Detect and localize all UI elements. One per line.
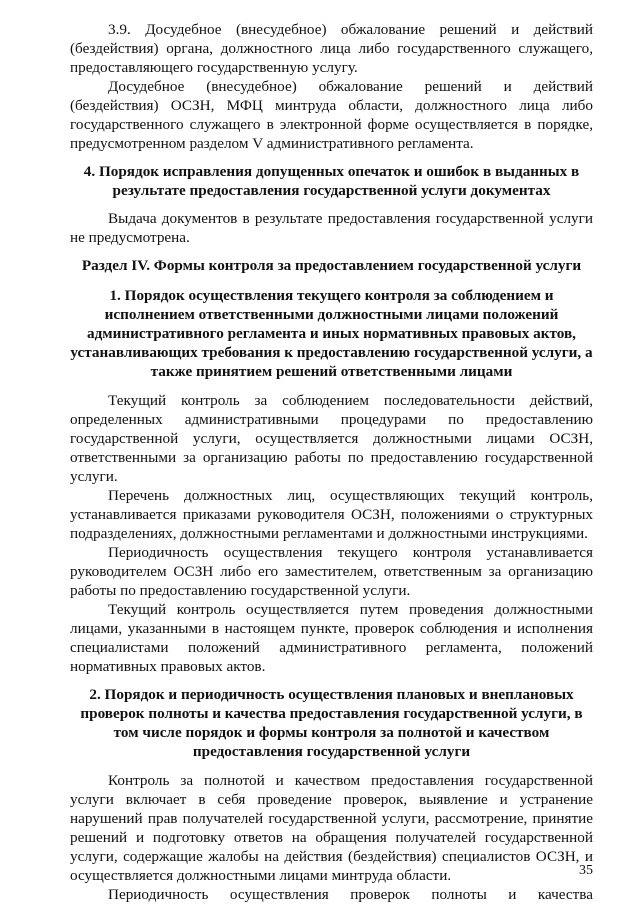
paragraph-section-4-body: Выдача документов в результате предоставления государственной услуги не предусмотрена. [70, 210, 593, 246]
paragraph-3-9-electronic: Досудебное (внесудебное) обжалование решений и действий (бездействия) ОСЗН, МФЦ минтруда области, должностного лица либо государственного служащего в электронной форме осуществляется в порядке, предусмотренном разделом V административного регламента. [70, 78, 593, 152]
paragraph-control-periodicity: Периодичность осуществления текущего контроля устанавливается руководителем ОСЗН либо его заместителем, ответственным за организацию работы по предоставлению государственной услуги. [70, 544, 593, 599]
heading-subsection-2: 2. Порядок и периодичность осуществления плановых и внеплановых проверок полноты и качества предоставления государственной услуги, в том числе порядок и формы контроля за полнотой и качеством предоставления государственной услуги [80, 686, 583, 760]
paragraph-control-method: Текущий контроль осуществляется путем проведения должностными лицами, указанными в настоящем пункте, проверок соблюдения и исполнения специалистами положений административного регламента, положений нормативных правовых актов. [70, 601, 593, 675]
page-number: 35 [579, 863, 593, 878]
heading-subsection-1: 1. Порядок осуществления текущего контроля за соблюдением и исполнением ответственными должностными лицами положений административного регламента и иных нормативных правовых актов, устанавливающих требования к предоставлению государственной услуги, а также принятием решений ответственными лицами [70, 287, 593, 380]
paragraph-quality-control: Контроль за полнотой и качеством предоставления государственной услуги включает в себя проведение проверок, выявление и устранение нарушений прав получателей государственной услуги, рассмотрение, принятие решений и подготовку ответов на обращения получателей государственной услуги, содержащие жалобы на действия (бездействия) специалистов ОСЗН, и осуществляется должностными лицами минтруда области. [70, 772, 593, 884]
paragraph-current-control: Текущий контроль за соблюдением последовательности действий, определенных административными процедурами по предоставлению государственной услуги, осуществляется должностными лицами ОСЗН, ответственными за организацию работы по предоставлению государственной услуги. [70, 392, 593, 485]
heading-razdel-iv: Раздел IV. Формы контроля за предоставлением государственной услуги [81, 257, 582, 274]
heading-section-4: 4. Порядок исправления допущенных опечаток и ошибок в выданных в результате предоставления государственной услуги документах [83, 163, 580, 199]
paragraph-inspection-periodicity: Периодичность осуществления проверок полноты и качества [108, 886, 593, 903]
paragraph-3-9: 3.9. Досудебное (внесудебное) обжалование решений и действий (бездействия) органа, должностного лица либо государственного служащего, предоставляющего государственную услугу. [70, 21, 593, 76]
paragraph-officials-list: Перечень должностных лиц, осуществляющих текущий контроль, устанавливается приказами руководителя ОСЗН, положениями о структурных подразделениях, должностными регламентами и должностными инструкциями. [70, 487, 593, 542]
